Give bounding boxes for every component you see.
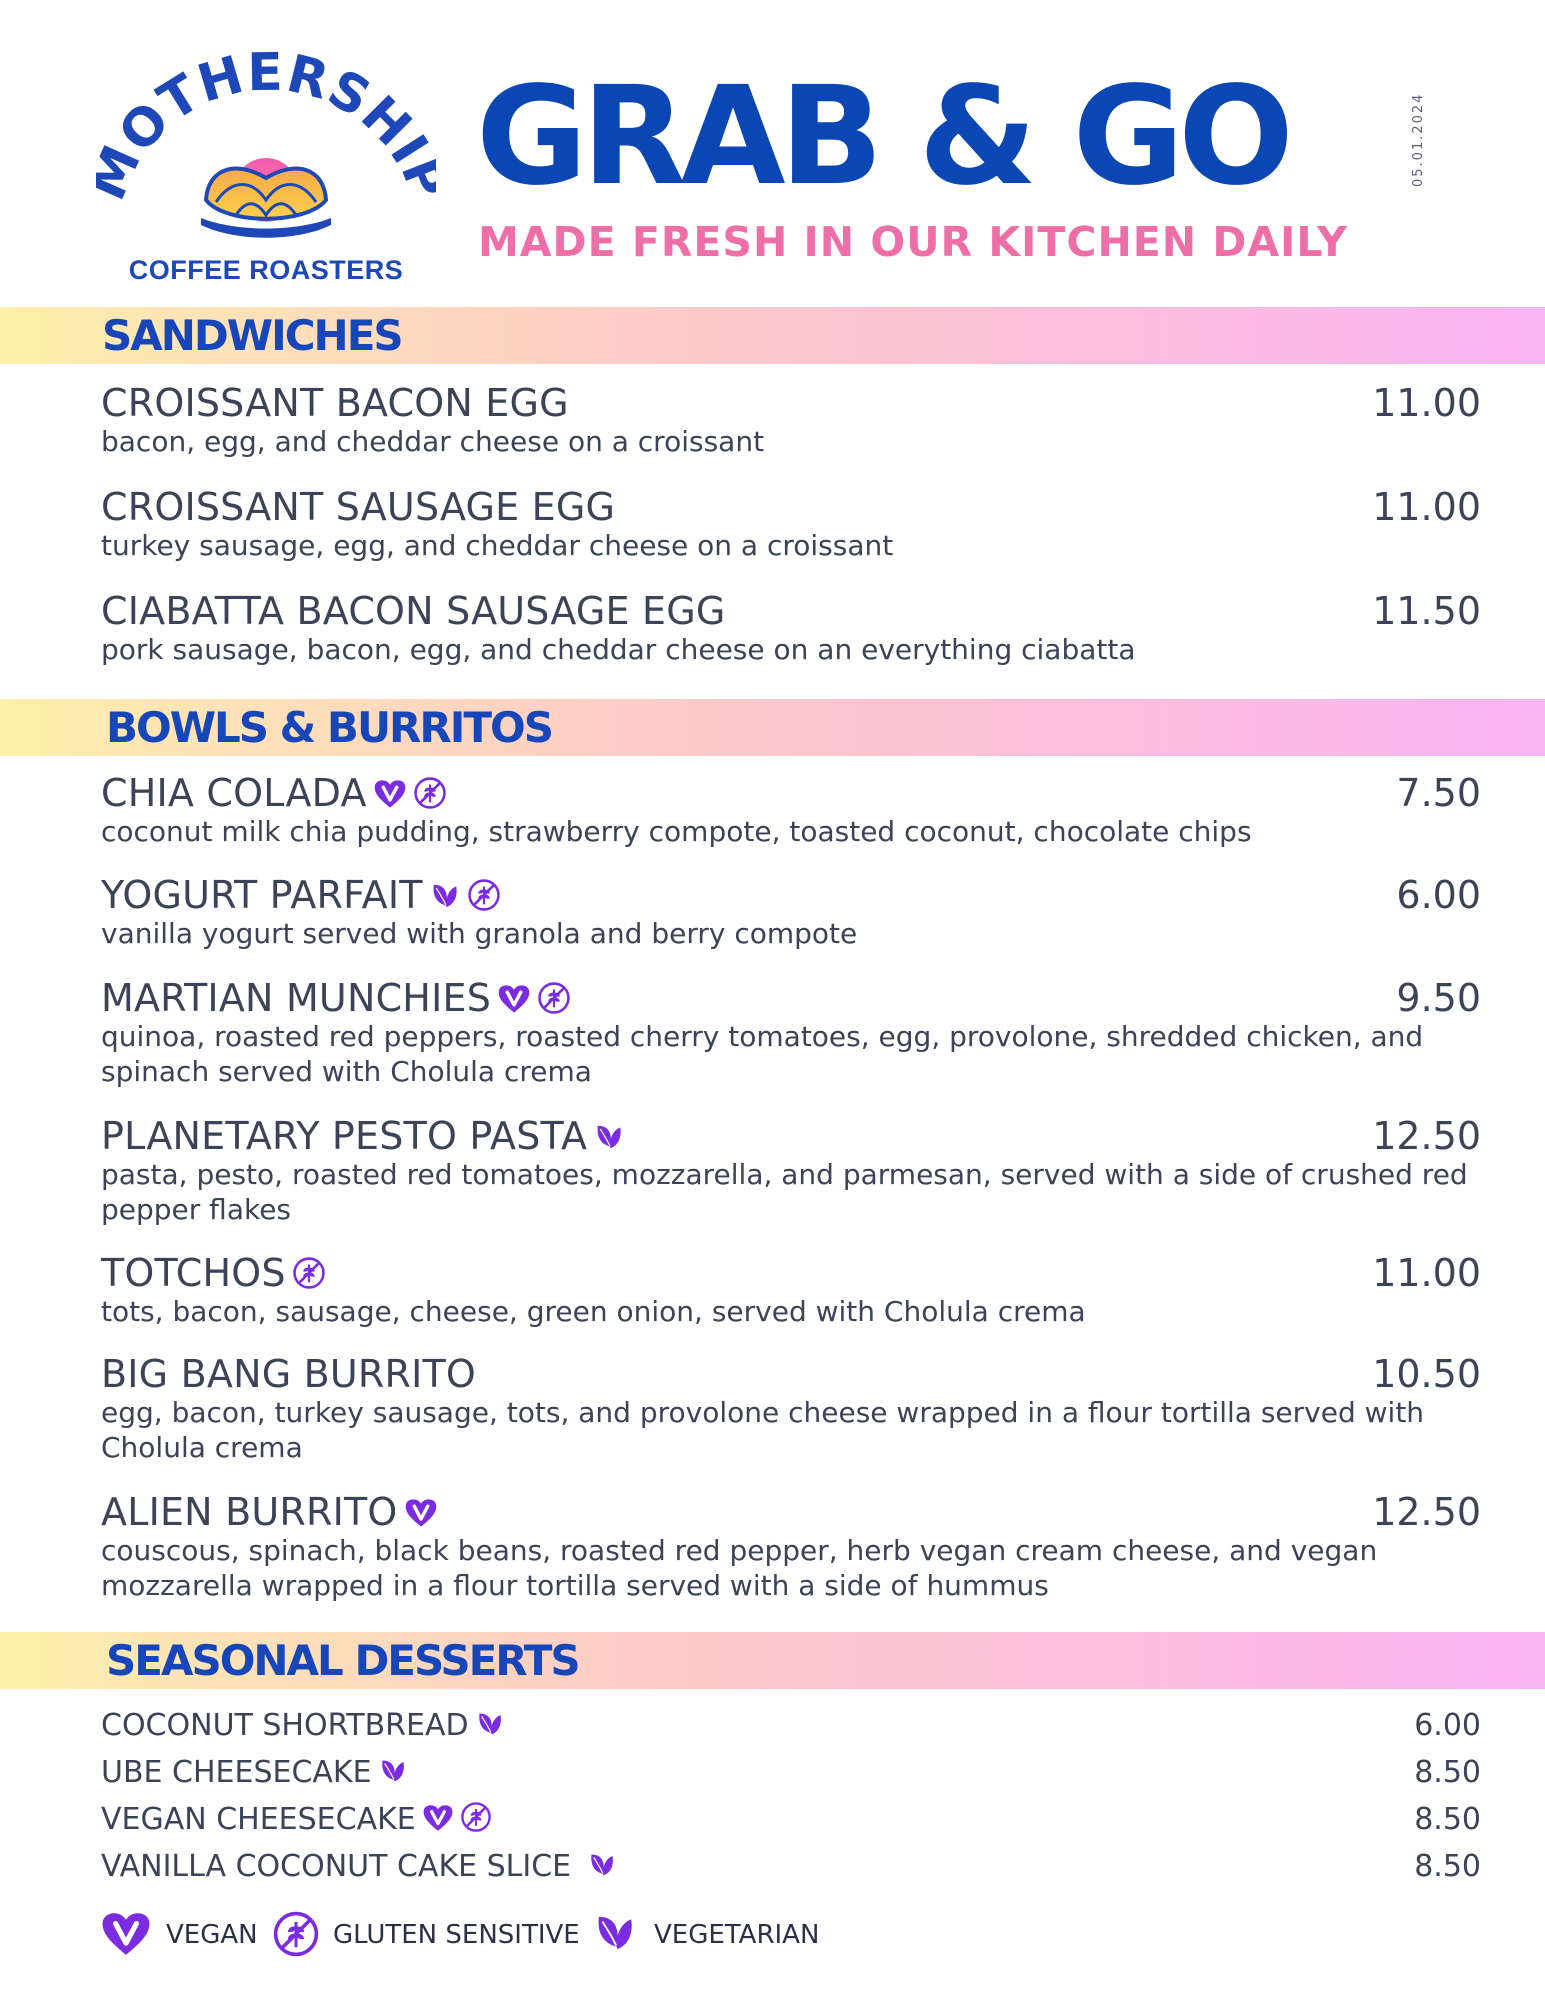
item-price: 6.00 — [1414, 1708, 1481, 1743]
item-description: pasta, pesto, roasted red tomatoes, mozzarella, and parmesan, served with a side of crushed red pepper flakes — [101, 1158, 1468, 1226]
item-price: 8.50 — [1414, 1802, 1481, 1837]
item-description: vanilla yogurt served with granola and berry compote — [101, 917, 858, 950]
menu-date: 05.01.2024 — [1411, 92, 1426, 188]
menu-item-alien-burrito — [101, 1489, 1481, 1603]
item-name: CHIA COLADA — [101, 771, 367, 815]
item-name: BIG BANG BURRITO — [101, 1352, 477, 1396]
item-price: 8.50 — [1414, 1849, 1481, 1884]
item-name: ALIEN BURRITO — [101, 1490, 398, 1534]
gluten-sensitive-icon — [467, 878, 501, 912]
section-title: SANDWICHES — [102, 311, 402, 360]
vegetarian-leaf-icon — [592, 1910, 638, 1960]
item-name: UBE CHEESECAKE — [101, 1755, 372, 1790]
item-name: COCONUT SHORTBREAD — [101, 1708, 469, 1743]
gluten-sensitive-icon — [460, 1801, 492, 1833]
section-header-bowls-burritos — [0, 699, 1545, 756]
item-price: 10.50 — [1372, 1352, 1481, 1396]
item-price: 9.50 — [1396, 976, 1481, 1020]
item-description: coconut milk chia pudding, strawberry compote, toasted coconut, chocolate chips — [101, 815, 1252, 848]
item-name: PLANETARY PESTO PASTA — [101, 1114, 588, 1158]
item-price: 12.50 — [1372, 1490, 1481, 1534]
gluten-sensitive-icon — [292, 1256, 326, 1290]
section-header-seasonal-desserts — [0, 1632, 1545, 1689]
item-description: tots, bacon, sausage, cheese, green onion, served with Cholula crema — [101, 1295, 1086, 1328]
item-price: 12.50 — [1372, 1114, 1481, 1158]
vegetarian-leaf-icon — [593, 1121, 625, 1153]
menu-item-totchos — [101, 1250, 1481, 1329]
page-subtitle: MADE FRESH IN OUR KITCHEN DAILY — [478, 218, 1348, 266]
vegan-heart-icon — [404, 1497, 438, 1529]
brand-logo — [96, 50, 436, 290]
item-name: VEGAN CHEESECAKE — [101, 1802, 416, 1837]
mothership-logo-mark — [96, 50, 436, 260]
item-price: 11.00 — [1372, 1251, 1481, 1295]
item-name: CROISSANT SAUSAGE EGG — [101, 485, 616, 529]
vegan-heart-icon — [100, 1910, 152, 1962]
dietary-legend — [100, 1910, 1000, 1960]
item-description: pork sausage, bacon, egg, and cheddar cheese on an everything ciabatta — [101, 633, 1136, 666]
menu-item-vanilla-coconut-cake-slice — [101, 1845, 1481, 1889]
vegan-heart-icon — [422, 1803, 454, 1833]
item-description: egg, bacon, turkey sausage, tots, and provolone cheese wrapped in a flour tortilla served with Cholula crema — [101, 1396, 1425, 1464]
brand-name: OTHERSHI — [107, 50, 436, 175]
vegetarian-leaf-icon — [378, 1756, 408, 1786]
item-description: turkey sausage, egg, and cheddar cheese on a croissant — [101, 529, 894, 562]
menu-item-martian-munchies — [101, 975, 1481, 1089]
item-name: CIABATTA BACON SAUSAGE EGG — [101, 589, 726, 633]
menu-item-chia-colada — [101, 770, 1481, 849]
legend-vegetarian-label: VEGETARIAN — [654, 1920, 820, 1950]
gluten-sensitive-icon — [272, 1910, 320, 1962]
vegetarian-leaf-icon — [587, 1850, 617, 1880]
item-name: YOGURT PARFAIT — [101, 873, 423, 917]
item-price: 6.00 — [1396, 873, 1481, 917]
menu-item-vegan-cheesecake — [101, 1798, 1481, 1842]
menu-item-croissant-sausage-egg — [101, 484, 1481, 563]
item-name: VANILLA COCONUT CAKE SLICE — [101, 1849, 572, 1884]
item-price: 11.00 — [1372, 381, 1481, 425]
item-description: bacon, egg, and cheddar cheese on a croissant — [101, 425, 765, 458]
menu-item-croissant-bacon-egg — [101, 380, 1481, 459]
item-name: TOTCHOS — [101, 1251, 286, 1295]
item-name: MARTIAN MUNCHIES — [101, 976, 492, 1020]
item-price: 11.00 — [1372, 485, 1481, 529]
brand-subtitle: COFFEE ROASTERS — [128, 255, 404, 285]
section-title: BOWLS & BURRITOS — [106, 703, 552, 752]
menu-item-big-bang-burrito — [101, 1351, 1481, 1465]
gluten-sensitive-icon — [537, 981, 571, 1015]
section-header-sandwiches — [0, 307, 1545, 364]
item-description: quinoa, roasted red peppers, roasted cherry tomatoes, egg, provolone, shredded chicken, and spinach served with Cholula crema — [101, 1020, 1424, 1088]
page-title: GRAB & GO — [476, 58, 1288, 216]
vegetarian-leaf-icon — [475, 1709, 505, 1739]
menu-item-ciabatta-bacon-sausage-egg — [101, 588, 1481, 667]
item-price: 11.50 — [1372, 589, 1481, 633]
item-price: 7.50 — [1396, 771, 1481, 815]
legend-vegan-label: VEGAN — [166, 1920, 258, 1950]
menu-item-coconut-shortbread — [101, 1704, 1481, 1748]
vegan-heart-icon — [497, 983, 531, 1015]
vegetarian-leaf-icon — [429, 880, 461, 912]
section-title: SEASONAL DESSERTS — [106, 1636, 579, 1685]
gluten-sensitive-icon — [413, 776, 447, 810]
item-description: couscous, spinach, black beans, roasted red pepper, herb vegan cream cheese, and vegan mozzarella wrapped in a flour tortilla served with a side of hummus — [101, 1534, 1378, 1602]
menu-item-ube-cheesecake — [101, 1751, 1481, 1795]
menu-item-yogurt-parfait — [101, 872, 1481, 951]
legend-gluten-label: GLUTEN SENSITIVE — [333, 1920, 580, 1950]
vegan-heart-icon — [373, 778, 407, 810]
item-price: 8.50 — [1414, 1755, 1481, 1790]
item-name: CROISSANT BACON EGG — [101, 381, 569, 425]
menu-item-planetary-pesto-pasta — [101, 1113, 1481, 1227]
